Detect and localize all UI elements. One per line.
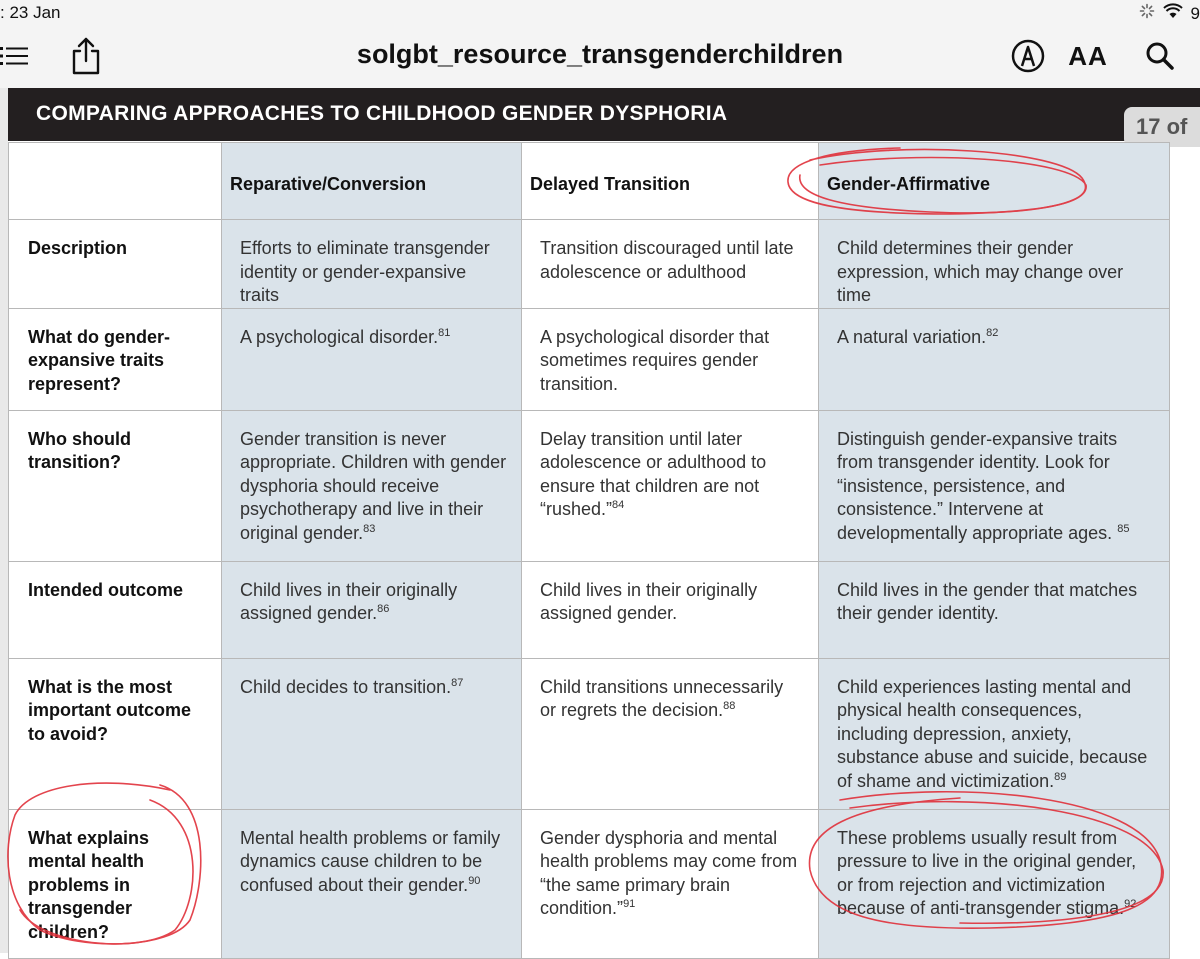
table-cell bbox=[522, 561, 819, 658]
row-label: What explains mental health problems in transgender children? bbox=[9, 809, 222, 958]
table-row bbox=[9, 658, 1170, 809]
footnote-ref: 85 bbox=[1117, 522, 1130, 535]
table-cell bbox=[522, 220, 819, 309]
cell-text: Child transitions unnecessarily or regrets the decision. bbox=[540, 676, 784, 720]
text-size-button[interactable] bbox=[1066, 36, 1110, 76]
table-cell bbox=[819, 658, 1170, 809]
cell-text: Child lives in their originally assigned gender. bbox=[240, 579, 458, 623]
reader-toolbar bbox=[0, 26, 1200, 89]
cell-text: A natural variation. bbox=[837, 326, 987, 347]
table-cell bbox=[222, 410, 522, 561]
footnote-ref: 91 bbox=[623, 898, 636, 910]
loading-icon bbox=[1139, 3, 1155, 24]
table-row bbox=[9, 308, 1170, 410]
footnote-ref: 90 bbox=[468, 874, 481, 887]
row-label: Intended outcome bbox=[9, 561, 222, 658]
table-cell bbox=[819, 561, 1170, 658]
section-banner bbox=[8, 88, 1200, 141]
cell-text: A psychological disorder. bbox=[240, 326, 439, 347]
cell-text: Child determines their gender expression, which may change over time bbox=[837, 238, 1124, 305]
table-cell bbox=[222, 220, 522, 309]
row-label: Description bbox=[9, 220, 222, 309]
cell-text: A psychological disorder that sometimes requires gender transition. bbox=[540, 326, 770, 394]
header-affirmative: Gender-Affirmative bbox=[819, 143, 1170, 220]
footnote-ref: 87 bbox=[451, 676, 464, 689]
table-row bbox=[9, 809, 1170, 958]
document-title: solgbt_resource_transgenderchildren bbox=[356, 39, 844, 69]
table-cell bbox=[819, 308, 1170, 410]
table-cell bbox=[222, 658, 522, 809]
table-cell bbox=[522, 809, 819, 958]
table-header-row bbox=[9, 143, 1170, 220]
corner-cell bbox=[9, 143, 222, 220]
table-cell bbox=[819, 410, 1170, 561]
wifi-icon bbox=[1163, 3, 1183, 24]
footnote-ref: 92 bbox=[1124, 898, 1137, 910]
header-reparative: Reparative/Conversion bbox=[222, 143, 522, 220]
cell-text: Child lives in the gender that matches their gender identity. bbox=[837, 579, 1138, 623]
cell-text: Transition discouraged until late adolescence or adulthood bbox=[540, 238, 794, 282]
cell-text: Child decides to transition. bbox=[240, 676, 452, 697]
footnote-ref: 88 bbox=[723, 700, 736, 712]
comparison-table bbox=[8, 142, 1170, 959]
cell-text: Gender dysphoria and mental health problems may come from “the same primary brain condition.” bbox=[540, 827, 798, 918]
footnote-ref: 82 bbox=[986, 326, 999, 339]
table-cell bbox=[522, 658, 819, 809]
table-cell bbox=[222, 308, 522, 410]
cell-text: Distinguish gender-expansive traits from transgender identity. Look for “insistence, persistence, and consistence.” Intervene at developmentally appropriate ages. bbox=[837, 428, 1118, 543]
table-cell bbox=[522, 308, 819, 410]
table-row bbox=[9, 220, 1170, 309]
cell-text: Child experiences lasting mental and physical health consequences, including depression, anxiety, substance abuse and suicide, because of shame and victimization. bbox=[837, 676, 1148, 791]
footnote-ref: 83 bbox=[363, 522, 376, 535]
status-icons bbox=[1139, 3, 1200, 24]
status-bar bbox=[0, 0, 1200, 26]
header-delayed: Delayed Transition bbox=[522, 143, 819, 220]
footnote-ref: 84 bbox=[612, 499, 625, 511]
markup-icon[interactable] bbox=[1008, 36, 1048, 76]
footnote-ref: 81 bbox=[438, 326, 451, 339]
page-indicator: 17 of bbox=[1124, 107, 1200, 147]
banner-title: COMPARING APPROACHES TO CHILDHOOD GENDER DYSPHORIA bbox=[36, 102, 728, 125]
cell-text: Efforts to eliminate transgender identity or gender-expansive traits bbox=[240, 238, 490, 305]
cell-text: These problems usually result from pressure to live in the original gender, or from rejection and victimization because of anti-transgender stigma. bbox=[837, 827, 1137, 918]
row-label: What do gender-expansive traits represent? bbox=[9, 308, 222, 410]
row-label: What is the most important outcome to avoid? bbox=[9, 658, 222, 809]
table-cell bbox=[819, 220, 1170, 309]
table-cell bbox=[222, 561, 522, 658]
search-icon[interactable] bbox=[1140, 36, 1180, 76]
battery-percent: 9 bbox=[1190, 3, 1200, 23]
footnote-ref: 89 bbox=[1054, 770, 1067, 783]
table-cell bbox=[819, 809, 1170, 958]
cell-text: Child lives in their originally assigned gender. bbox=[540, 579, 758, 623]
status-date: : 23 Jan bbox=[0, 3, 61, 22]
footnote-ref: 86 bbox=[377, 603, 390, 615]
table-row bbox=[9, 561, 1170, 658]
cell-text: Delay transition until later adolescence or adulthood to ensure that children are not “rushed.” bbox=[540, 428, 767, 519]
table-cell bbox=[522, 410, 819, 561]
row-label: Who should transition? bbox=[9, 410, 222, 561]
table-row bbox=[9, 410, 1170, 561]
cell-text: Mental health problems or family dynamics cause children to be confused about their gender. bbox=[240, 827, 501, 895]
cell-text: Gender transition is never appropriate. Children with gender dysphoria should receive psychotherapy and live in their original gender. bbox=[240, 428, 507, 543]
table-cell bbox=[222, 809, 522, 958]
text-size-label: AA bbox=[1068, 40, 1108, 71]
